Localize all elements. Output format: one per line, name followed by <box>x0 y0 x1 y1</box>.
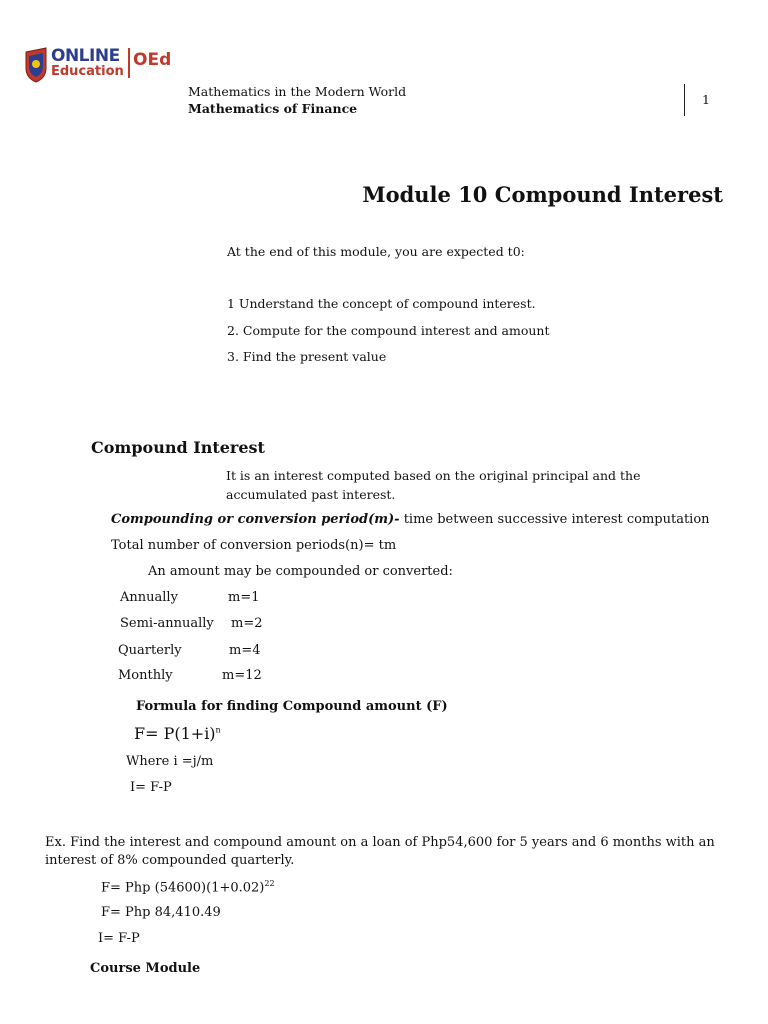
objective-item: 3. Find the present value <box>227 349 387 364</box>
example-line: interest of 8% compounded quarterly. <box>45 853 295 868</box>
frequency-value: m=12 <box>222 668 262 683</box>
footer-label: Course Module <box>90 961 201 976</box>
frequency-label: Semi-annually <box>120 616 214 631</box>
header-course: Mathematics in the Modern World <box>188 84 407 99</box>
frequency-label: Monthly <box>118 668 173 683</box>
where-clause: Where i =j/m <box>126 754 214 769</box>
section-heading: Compound Interest <box>91 438 265 457</box>
example-step <box>101 879 275 895</box>
step-base: F= Php (54600)(1+0.02) <box>101 880 265 896</box>
period-term: Compounding or conversion period(m)- <box>111 512 400 527</box>
compound-formula <box>134 724 221 743</box>
compounded-intro: An amount may be compounded or converted: <box>148 564 453 579</box>
example-line: Ex. Find the interest and compound amount on a loan of Php54,600 for 5 years and 6 months with an <box>45 835 715 850</box>
frequency-value: m=2 <box>231 616 263 631</box>
page-title: Module 10 Compound Interest <box>362 182 723 207</box>
frequency-value: m=1 <box>228 590 260 605</box>
example-step: I= F-P <box>98 931 140 946</box>
formula-base: F= P(1+i) <box>134 724 216 743</box>
logo-mark-oed: OEd <box>133 50 172 70</box>
formula-heading: Formula for finding Compound amount (F) <box>136 699 448 714</box>
header-topic: Mathematics of Finance <box>188 101 358 116</box>
page-number: 1 <box>702 92 710 107</box>
formula-exponent: n <box>215 725 221 735</box>
objective-item: 1 Understand the concept of compound interest. <box>227 296 536 311</box>
logo-word-online: ONLINE <box>51 46 120 66</box>
example-step: F= Php 84,410.49 <box>101 905 221 920</box>
definition-line: It is an interest computed based on the original principal and the <box>226 468 641 483</box>
logo-word-education: Education <box>51 64 124 79</box>
header-divider <box>684 84 685 116</box>
objective-item: 2. Compute for the compound interest and amount <box>227 323 550 338</box>
logo-divider <box>128 48 130 78</box>
period-def: time between successive interest computation <box>399 512 710 527</box>
total-periods: Total number of conversion periods(n)= tm <box>111 538 397 553</box>
online-education-logo <box>24 44 174 84</box>
definition-line: accumulated past interest. <box>226 487 396 502</box>
objectives-intro: At the end of this module, you are expected t0: <box>227 244 525 259</box>
step-exponent: 22 <box>264 879 275 888</box>
frequency-label: Quarterly <box>118 643 182 658</box>
period-definition <box>111 512 710 527</box>
frequency-label: Annually <box>120 590 178 605</box>
frequency-value: m=4 <box>229 643 261 658</box>
interest-formula: I= F-P <box>130 780 172 795</box>
